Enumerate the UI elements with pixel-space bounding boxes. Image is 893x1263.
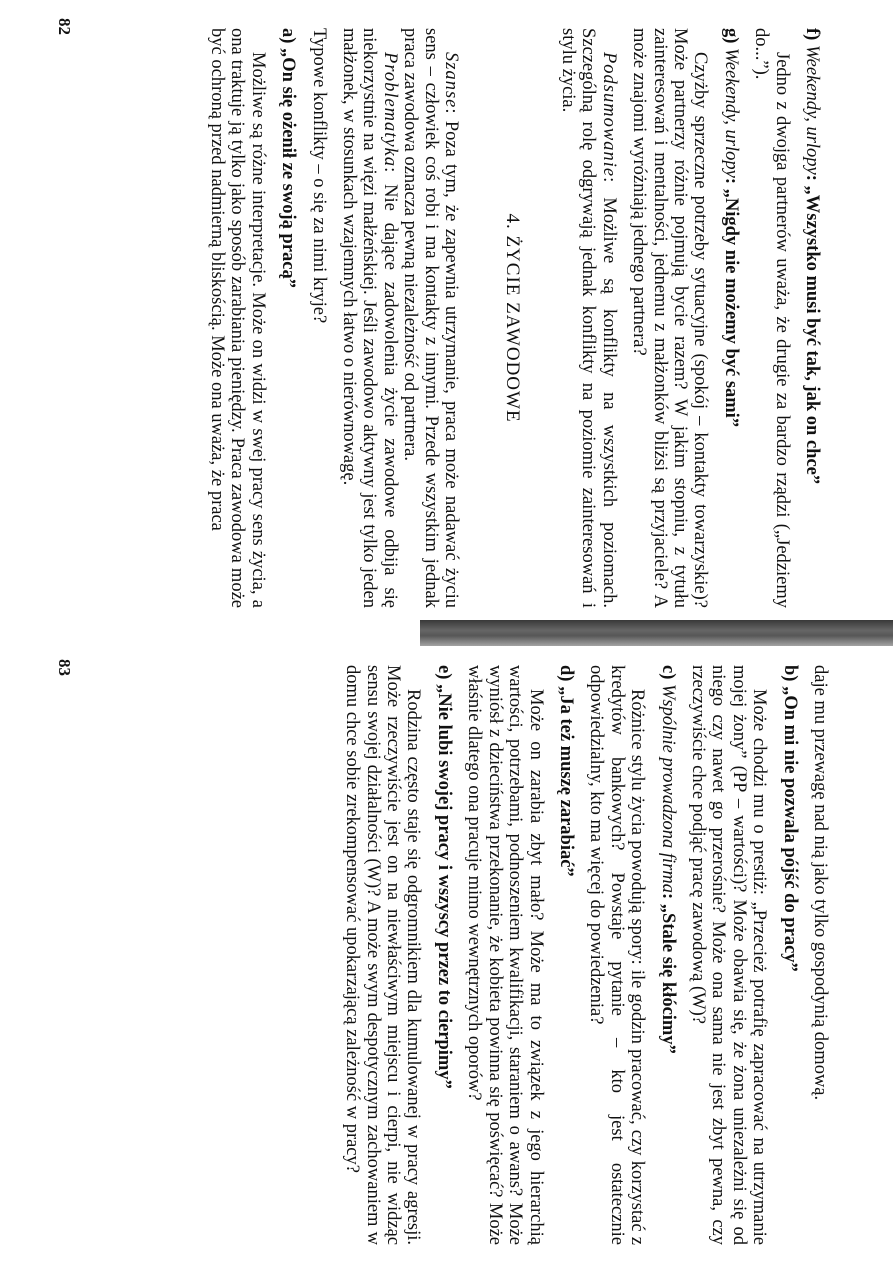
page-82 [30,18,830,618]
paragraph-a: Możliwe są różne interpretacje. Może on widzi w swej pracy sens życia, a ona traktuje ją tylko jako sposób zarabiania pieniędzy. Praca zawodowa może być ochroną przed nadmierną bliskością. Może ona uważa, że praca [207,28,268,608]
book-spine-shadow [420,620,893,646]
paragraph-typical-conflicts: Typowe konflikty – o się za nimi kryje? [308,28,329,324]
paragraph-d: Może on zarabia zbyt mało? Może ma to związek z jego hierarchią wartości, potrzebami, podnoszeniem kwalifikacji, staraniem o awans? Może wyniósł z dzieciństwa przekonanie, że kobieta powinna się poświęcać? Może właśnie dlatego ona pracuje mimo wewnętrznych oporów? [464,665,546,1245]
paragraph-chances: Szanse: Poza tym, że zapewnia utrzymanie, praca może nadawać życiu sens – człowiek coś robi i ma kontakty z innymi. Przede wszystkim jednak praca zawodowa oznacza pewną niezależność od partnera. [400,28,462,608]
paragraph-summary: Podsumowanie: Możliwe są konflikty na wszystkich poziomach. Szczególną rolę odgrywają jednak konflikty na poziomie zainteresowań i stylu życia. [557,28,619,608]
heading-e: e) „Nie lubi swojej pracy i wszyscy przez to cierpimy” [433,665,454,1089]
paragraph-continued: daje mu przewagę nad nią jako tylko gospodynią domową. [810,665,830,1101]
paragraph-problems: Problematyka: Nie dające zadowolenia życie zawodowe odbija się niekorzystnie na więzi małżeńskiej. Jeśli zawodowo aktywny jest tylko jeden małżonek, w stosunkach wzajemnych łatwo o nierównowagę. [339,28,400,608]
heading-c: c) Wspólnie prowadzona firma: „Stale się kłócimy” [657,665,678,1054]
heading-a: a) „On się ożenił ze swoją pracą” [278,28,299,288]
heading-b: b) „On mi nie pozwala pójść do pracy” [779,665,800,972]
paragraph-f: Jedno z dwojga partnerów uważa, że drugie za bardzo rządzi („Jedziemy do...”). [751,28,792,608]
page-82-text [207,18,822,618]
page-number-83: 83 [55,659,74,676]
paragraph-g: Czyżby sprzeczne potrzeby sytuacyjne (spokój – kontakty towarzyskie)? Może partnerzy różnie pojmują bycie razem? W jakim stopniu, z tytułu zainteresowań i mentalności, jednemu z małżonków bliżsi są przyjaciele? A może znajomi wyróżniają jednego partnera? [629,28,711,608]
paragraph-b: Może chodzi mu o prestiż: „Przecież potrafię zapracować na utrzymanie mojej żony” (PP – wartości)? Może obawia się, że żona uniezależni się od niego czy nawet go przerośnie? Może ona sama nie jest zbyt pewna, czy rzeczywiście chce podjąć pracę zawodową (W)? [687,665,770,1245]
heading-f: f) Weekendy, urlopy: „Wszystko musi być tak, jak on chce” [802,28,822,485]
heading-g: g) Weekendy, urlopy: „Nigdy nie możemy być sami” [720,28,741,428]
chapter-title: 4. ŻYCIE ZAWODOWE [501,213,523,423]
page-83 [30,655,830,1255]
page-83-text [342,655,830,1255]
page-number-82: 82 [55,18,74,35]
paragraph-c: Różnice stylu życia powodują spory: ile godzin pracować, czy korzystać z kredytów bankowych? Powstaje pytanie – kto jest ostatecznie odpowiedzialny, kto ma więcej do powiedzenia? [586,665,648,1245]
paragraph-e: Rodzina często staje się odgromnikiem dla kumulowanej w pracy agresji. Może rzeczywiście jest on na niewłaściwym miejscu i cierpi, nie widząc sensu swojej działalności (W)? A może swym despotycznym zachowaniem w domu chce sobie zrekompensować upokarzającą zależność w pracy? [342,665,424,1245]
heading-d: d) „Ja też muszę zarabiać” [555,665,576,877]
